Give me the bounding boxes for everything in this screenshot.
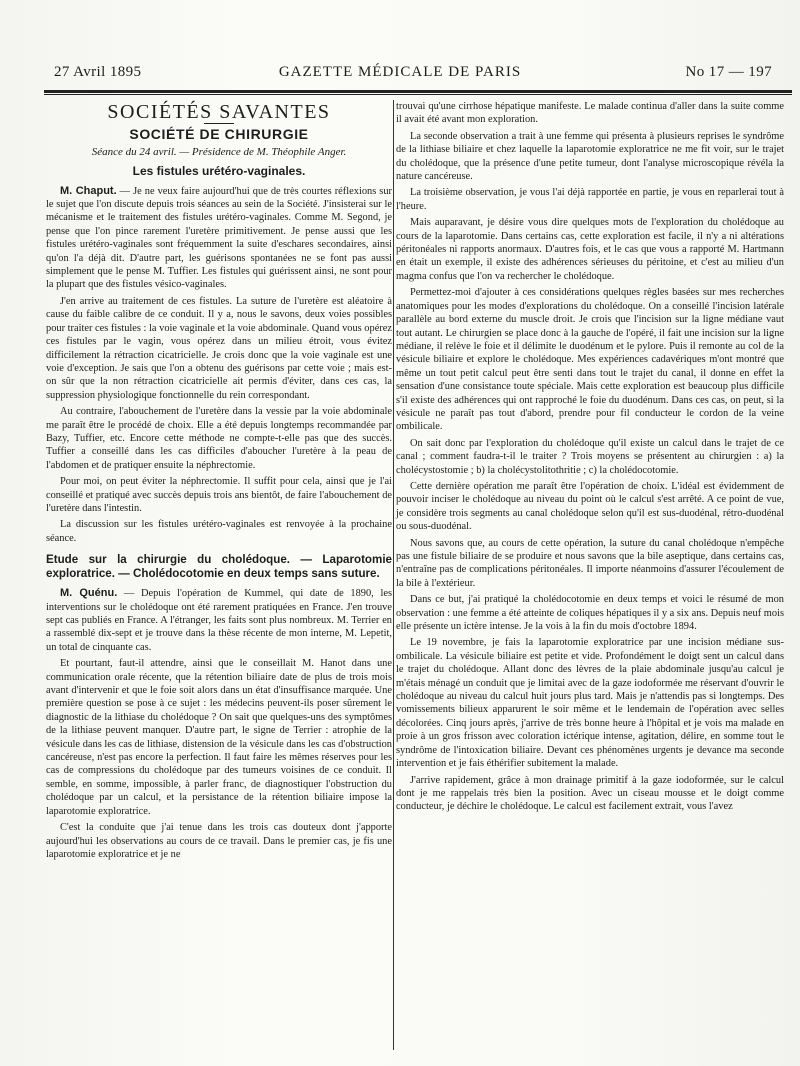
paragraph: Le 19 novembre, je fais la laparotomie exploratrice par une incision médiane sus-ombilicale. La vésicule biliaire est petite et vide. Profondément le doigt sent un calcul dans le trajet du cholédoque. Allant donc des lèvres de la plaie abdominale jusqu'au calcul je m'étais ménagé un conduit que je limitai avec de la gaze iodoformée me réservant d'ouvrir le cholédoque au niveau du calcul huit jours plus tard. Mais je n'attendis pas si longtemps. Des vomissements bilieux apparurent le soir même et le lendemain de l'opération avec selles décolorées. Cinq jours après, j'arrive de très bonne heure à l'hôpital et je vois ma malade en proie à un gros frisson avec coloration ictérique intense, agitation, délire, en somme tout le syndrôme de l'intoxication biliaire. Devant ces phénomènes urgents je devance ma seconde intervention et je fais éthérifier subitement la malade. <box>396 637 784 770</box>
paragraph-text: — Depuis l'opération de Kummel, qui date de 1890, les interventions sur le cholédoque ont été rarement pratiquées en France. J'en trouve sept cas publiés en France. A l'étranger, les faits sont plus nombreux. M. Terrier en a rassemblé dix-sept et je trouve dans la thèse récente de mon interne, M. Lepetit, un total de cinquante cas. <box>46 588 392 653</box>
speaker-name: M. Quénu. <box>60 587 118 600</box>
paragraph-text: — Je ne veux faire aujourd'hui que de très courtes réflexions sur le sujet que l'on discute depuis trois séances au sein de la Société. J'insisterai sur le mécanisme et le traitement des fistules urétéro-vaginales. Comme M. Segond, je pense que l'on pince rarement l'uretère primitivement. Je pense aussi que les fistules urétéro-vaginales sont fréquemment la suite d'eschares secondaires, ainsi qu'on l'a déjà dit. D'autre part, les guérisons spontanées ne se font pas aussi simplement que le pense M. Tuffier. Les fistules qui guérissent ainsi, ne sont pour la plupart que des fistules vésico-vaginales. <box>46 185 392 291</box>
paragraph: On sait donc par l'exploration du cholédoque qu'il existe un calcul dans le trajet de ce canal ; comment faudra-t-il le traiter ? Trois moyens se présentent au chirurgien : a) la cholécystostomie ; b) la cholécystolitothritie ; c) la cholédocotomie. <box>396 437 784 476</box>
paragraph: Permettez-moi d'ajouter à ces considérations quelques règles basées sur mes recherches anatomiques pour les modes d'explorations du cholédoque. On a conseillé l'incision latérale parallèle au bord externe du muscle droit. Je crois que l'incision sur la ligne médiane vaut tout autant. Le chirurgien se place donc à la gauche de l'opéré, il fait une incision sur la ligne médiane, il relève le foie et il délimite le duodénum et le pylore. Puis il remonte au col de la vésicule biliaire et explore le cholédoque. Mes expériences cadavériques m'ont montré que même un tout petit calcul peut être senti dans tout le trajet du canal, il donne en effet la sensation d'une consistance toute spéciale. Mais cette exploration est beaucoup plus difficile s'il existe des adhérences qui ont rapproché le foie du duodénum. Dans ces cas, on peut, si la vésicule ne paraît pas tout d'abord, prendre pour fil conducteur le cordon de la veine ombilicale. <box>396 287 784 433</box>
paragraph: trouvai qu'une cirrhose hépatique manifeste. Le malade continua d'aller dans la suite comme il avait été avant mon exploration. <box>396 101 784 126</box>
topic-heading: Les fistules urétéro-vaginales. <box>132 164 306 179</box>
paragraph: C'est la conduite que j'ai tenue dans les trois cas douteux dont j'apporte aujourd'hui les observations au cours de ce travail. Dans le premier cas, je fis une laparotomie exploratrice et je ne <box>46 822 392 860</box>
left-column <box>46 100 392 861</box>
paragraph: Pour moi, on peut éviter la néphrectomie. Il suffit pour cela, ainsi que je l'ai conseillé et pratiqué avec succès depuis trois ans bientôt, de faire l'abouchement de l'uretère dans l'intestin. <box>46 476 392 514</box>
society-title: SOCIÉTÉ DE CHIRURGIE <box>129 126 309 143</box>
issue-page-number: No 17 — 197 <box>685 64 772 80</box>
issue-date: 27 Avril 1895 <box>54 64 142 80</box>
paragraph: Dans ce but, j'ai pratiqué la cholédocotomie en deux temps et voici le résumé de mon observation : une femme a été atteinte de coliques hépatiques il y a six ans. Depuis neuf mois elle présente un ictère intense. Je la vois à la fin du mois d'octobre 1894. <box>396 594 784 633</box>
column-divider <box>393 100 394 1050</box>
seance-line: Séance du 24 avril. — Présidence de M. Théophile Anger. <box>91 145 347 158</box>
header-rule <box>44 90 792 95</box>
paragraph: J'en arrive au traitement de ces fistules. La suture de l'uretère est aléatoire à cause du faible calibre de ce conduit. Il y a, nous le savons, deux voies possibles pour traiter ces fistules : la voie vaginale et la voie abdominale. Quand vous opérez ces fistules par le vagin, vous opérez dans un milieu étroit, vous évitez difficilement la rétraction cicatricielle. Je crois donc que la voie vaginale est une voie d'exception. Je sais que l'on a obtenu des guérisons par cette voie ; mais est-on sûr que la non rétraction cicatricielle ait permis d'éviter, dans ces cas, la suppression physiologique fonctionnelle du rein correspondant. <box>46 295 392 401</box>
paragraph: Nous savons que, au cours de cette opération, la suture du canal cholédoque n'empêche pas une fistule biliaire de se produire et nous savons que la bile aseptique, dans certains cas, n'entraîne pas de complications péritonéales. Il importe néanmoins d'assurer l'écoulement de la bile à l'extérieur. <box>396 537 784 589</box>
paragraph: Cette dernière opération me paraît être l'opération de choix. L'idéal est évidemment de pouvoir inciser le cholédoque au niveau du point où le calcul s'est arrêté. A ce point de vue, je considère trois segments au canal cholédoque selon qu'il est sus-duodénal, rétro-duodénal ou sous-duodénal. <box>396 480 784 533</box>
paragraph: Au contraire, l'abouchement de l'uretère dans la vessie par la voie abdominale me paraît être le procédé de choix. Elle a été depuis longtemps recommandée par Bazy, Tuffier, etc. Encore cette méthode ne compte-t-elle pas que des succès. Tuffier a conseillé dans les cas difficiles d'aboucher l'uretère à la peau de l'abdomen et de pratiquer ensuite la néphrectomie. <box>46 406 392 471</box>
paragraph: La seconde observation a trait à une femme qui présenta à plusieurs reprises le syndrôme de la lithiase biliaire et chez laquelle la laparotomie exploratrice ne me fit voir, sur le trajet du cholédoque, que la présence d'une petite tumeur, dont l'analyse microscopique révéla la nature cancéreuse. <box>396 130 784 183</box>
paragraph <box>46 587 392 654</box>
paragraph: J'arrive rapidement, grâce à mon drainage primitif à la gaze iodoformée, sur le calcul dont je me rappelais très bien la position. Avec un ciseau mousse et le doigt comme conducteur, je déchire le cholédoque. Le calcul est facilement extrait, vous l'avez <box>396 774 784 813</box>
topic-heading: Etude sur la chirurgie du cholédoque. — Laparotomie exploratrice. — Cholédocotomie en deux temps sans suture. <box>46 553 392 581</box>
journal-title: GAZETTE MÉDICALE DE PARIS <box>278 64 522 80</box>
title-rule <box>204 123 234 124</box>
page-header <box>0 64 800 86</box>
paragraph: La discussion sur les fistules urétéro-vaginales est renvoyée à la prochaine séance. <box>46 519 392 544</box>
speaker-name: M. Chaput. <box>60 184 117 197</box>
paragraph: Mais auparavant, je désire vous dire quelques mots de l'exploration du cholédoque au cours de la laparotomie. Dans certains cas, cette exploration est facile, il n'y a ni altérations péritonéales ni rapports anormaux. D'autres fois, et le cas que vous a rapporté M. Hartmann en était un exemple, il existe des adhérences sérieuses du péritoine, et c'est au milieu d'un magma confus que l'on va rechercher le cholédoque. <box>396 217 784 282</box>
paragraph <box>46 185 392 292</box>
paragraph: Et pourtant, faut-il attendre, ainsi que le conseillait M. Hanot dans une communication orale récente, que la rétention biliaire date de plus de trois mois avant d'intervenir et que le foie soit alors dans un état d'insuffisance marquée. Une première question se pose à ce sujet : les médecins peuvent-ils poser sûrement le diagnostic de la lithiase du cholédoque ? On sait que quelques-uns des symptômes de la lithiase peuvent manquer. D'autre part, le signe de Terrier : atrophie de la vésicule dans les cas de lithiase, distension de la vésicule dans les cas d'obstruction cancéreuse, n'est pas encore la perfection. Il faut faire les mêmes réserves pour les cas de compressions du cholédoque par des tumeurs voisines de ce conduit. Il semble, en somme, impossible, à parler franc, de diagnostiquer l'obstruction du cholédoque par un calcul, et la persistance de la rétention biliaire impose la laparotomie exploratrice. <box>46 658 392 817</box>
right-column <box>396 100 784 814</box>
paragraph: La troisième observation, je vous l'ai déjà rapportée en partie, je vous en reparlerai tout à l'heure. <box>396 187 784 212</box>
section-title: SOCIÉTÉS SAVANTES <box>107 101 331 123</box>
